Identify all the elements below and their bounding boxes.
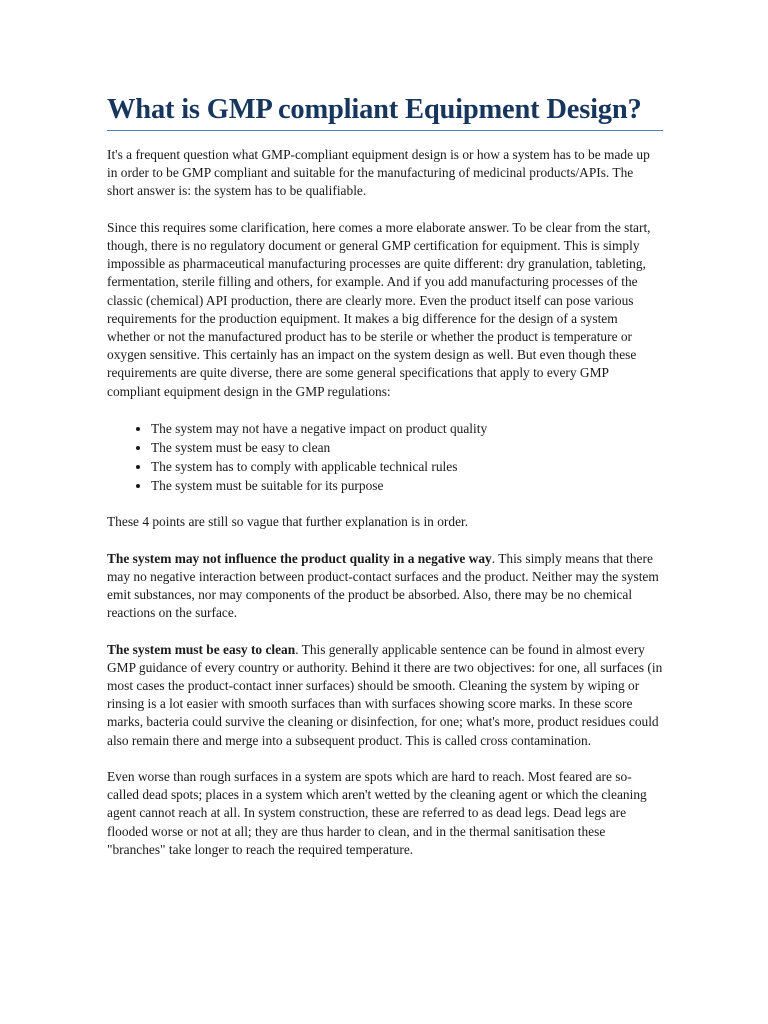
paragraph-intro: It's a frequent question what GMP-compliant equipment design is or how a system has to be made up in order to be GMP compliant and suitable for the manufacturing of medicinal products/APIs. The short answer is: the system has to be qualifiable. <box>107 147 650 199</box>
list-item: • The system must be suitable for its purpose <box>151 476 663 495</box>
document-page <box>107 92 663 877</box>
paragraph-heading: The system may not influence the product quality in a negative way <box>107 550 492 566</box>
document-title: What is GMP compliant Equipment Design? <box>107 92 663 131</box>
paragraph-dead-spots: Even worse than rough surfaces in a system are spots which are hard to reach. Most feared are so-called dead spots; places in a system which aren't wetted by the cleaning agent or which the cleaning agent cannot reach at all. In system construction, these are referred to as dead legs. Dead legs are flooded worse or not at all; they are thus harder to clean, and in the thermal sanitisation these "branches" take longer to reach the required temperature. <box>107 769 647 857</box>
list-item: • The system may not have a negative impact on product quality <box>151 419 663 438</box>
list-item: • The system has to comply with applicable technical rules <box>151 457 663 476</box>
paragraph-product-quality <box>107 550 663 623</box>
document-body <box>107 146 663 859</box>
paragraph-clarification: Since this requires some clarification, here comes a more elaborate answer. To be clear from the start, though, there is no regulatory document or general GMP certification for equipment. This is simply impossible as pharmaceutical manufacturing processes are quite different: dry granulation, tableting, fermentation, sterile filling and others, for example. And if you add manufacturing processes of the classic (chemical) API production, there are clearly more. Even the product itself can pose various requirements for the production equipment. It makes a big difference for the design of a system whether or not the manufactured product has to be sterile or whether the product is temperature or oxygen sensitive. This certainly has an impact on the system design as well. But even though these requirements are quite diverse, there are some general specifications that apply to every GMP compliant equipment design in the GMP regulations: <box>107 219 651 399</box>
paragraph-easy-to-clean <box>107 641 663 750</box>
paragraph-heading: The system must be easy to clean <box>107 641 296 657</box>
paragraph-text: . This simply means that there may no negative interaction between product-contact surfaces and the product. Neither may the system emit substances, nor may components of the product be absorbed. Also, there may be no chemical reactions on the surface. <box>107 550 659 621</box>
list-item: • The system must be easy to clean <box>151 438 663 457</box>
requirements-list <box>107 419 663 495</box>
paragraph-text: . This generally applicable sentence can be found in almost every GMP guidance of every country or authority. Behind it there are two objectives: for one, all surfaces (in most cases the product-contact inner surfaces) should be smooth. Cleaning the system by wiping or rinsing is a lot easier with smooth surfaces than with surfaces showing score marks. In these score marks, bacteria could survive the cleaning or disinfection, for one; what's more, product residues could also remain there and merge into a subsequent product. This is called cross contamination. <box>107 641 663 748</box>
paragraph-transition: These 4 points are still so vague that further explanation is in order. <box>107 514 469 530</box>
